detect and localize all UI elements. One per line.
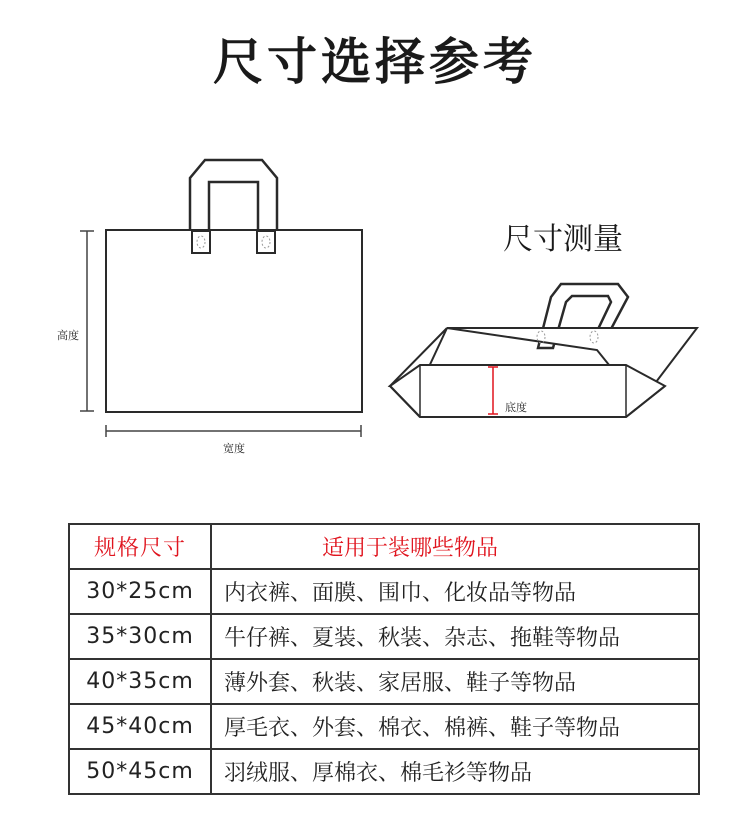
row-usage: 羽绒服、厚棉衣、棉毛衫等物品 [211, 749, 699, 794]
row-usage: 牛仔裤、夏装、秋装、杂志、拖鞋等物品 [211, 614, 699, 659]
size-spec-table [68, 523, 700, 795]
bottom-depth-label: 底度 [505, 401, 527, 414]
front-bag-illustration [106, 160, 362, 412]
table-row [69, 749, 699, 794]
table-row [69, 704, 699, 749]
row-size: 50*45cm [69, 749, 211, 794]
row-usage: 薄外套、秋装、家居服、鞋子等物品 [211, 659, 699, 704]
table-header-row [69, 524, 699, 569]
row-size: 35*30cm [69, 614, 211, 659]
header-size: 规格尺寸 [69, 524, 211, 569]
height-dimension-line [80, 231, 94, 411]
width-dimension-line [106, 425, 361, 437]
table-row [69, 569, 699, 614]
row-size: 30*25cm [69, 569, 211, 614]
page-title: 尺寸选择参考 [213, 33, 537, 91]
table-row [69, 614, 699, 659]
measure-title: 尺寸测量 [503, 222, 623, 257]
row-usage: 内衣裤、面膜、围巾、化妆品等物品 [211, 569, 699, 614]
perspective-bag-illustration [390, 284, 697, 417]
width-label: 宽度 [223, 442, 245, 455]
table-row [69, 659, 699, 704]
row-size: 45*40cm [69, 704, 211, 749]
height-label: 高度 [57, 329, 79, 342]
row-usage: 厚毛衣、外套、棉衣、棉裤、鞋子等物品 [211, 704, 699, 749]
header-usage: 适用于装哪些物品 [211, 524, 699, 569]
row-size: 40*35cm [69, 659, 211, 704]
